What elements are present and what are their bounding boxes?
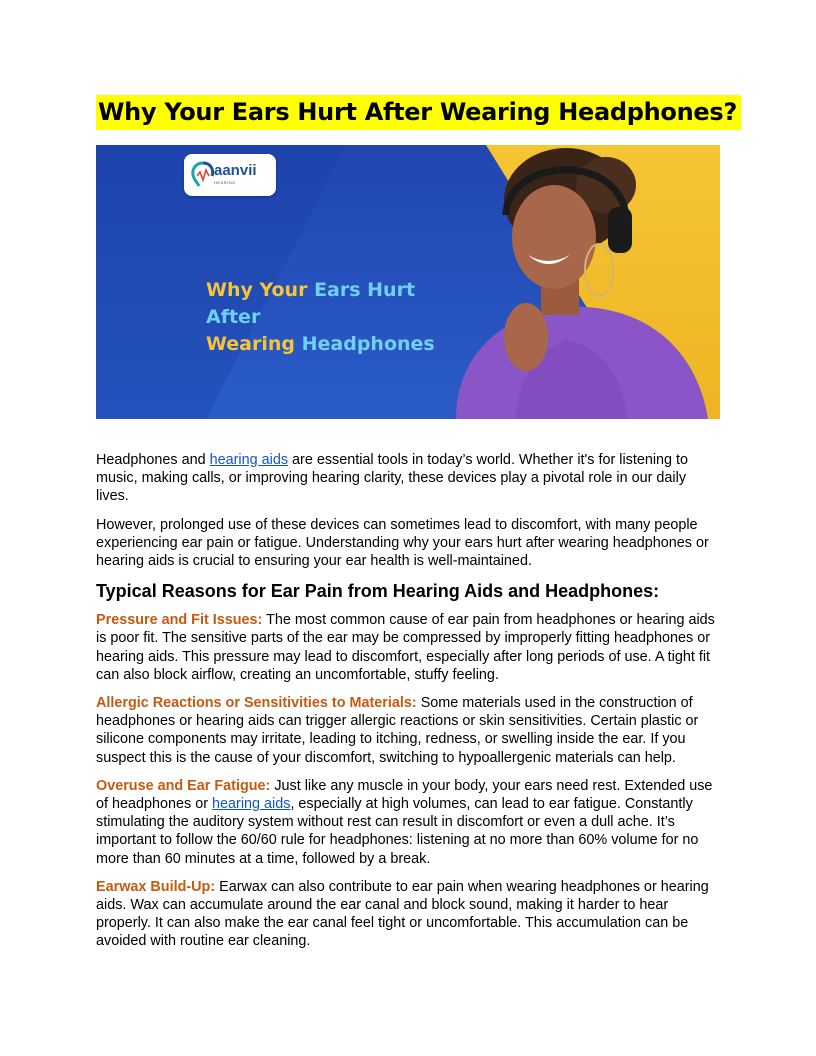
intro-paragraph-1	[96, 451, 718, 506]
banner-headline	[206, 277, 466, 358]
reason-earwax	[96, 878, 718, 951]
reason-text: Just like any muscle in your body, your ears need rest. Extended use of headphones or	[96, 777, 713, 813]
ear-logo-icon	[189, 160, 217, 190]
reason-text: , especially at high volumes, can lead to ear fatigue. Constantly stimulating the auditory system without rest can result in discomfort or even a dull ache. It’s important to follow the 60/60 rule for headphones: listening at no more than 60% volume for no more than 60 minutes at a time, followed by a break.	[96, 796, 699, 867]
article-body	[96, 451, 718, 961]
text-run: are essential tools in today’s world. Whether it's for listening to music, making calls, or improving hearing clarity, these devices play a pivotal role in our daily lives.	[96, 452, 689, 505]
section-heading: Typical Reasons for Ear Pain from Hearing Aids and Headphones:	[96, 581, 660, 602]
reason-allergic	[96, 694, 718, 767]
intro-paragraph-2: However, prolonged use of these devices can sometimes lead to discomfort, with many people experiencing ear pain or fatigue. Understanding why your ears hurt after wearing headphones or hearing aids is crucial to ensuring your ear health is well-maintained.	[96, 516, 709, 570]
hearing-aids-link[interactable]: hearing aids	[212, 796, 291, 813]
banner-headline-highlight: Ears Hurt After	[206, 279, 416, 328]
hearing-aids-link[interactable]: hearing aids	[209, 452, 289, 468]
banner-headline-part: Wearing	[206, 333, 302, 355]
reason-text: The most common cause of ear pain from headphones or hearing aids is poor fit. The sensitive parts of the ear may be compressed by improperly fitting headphones or hearing aids. This pressure may lead to discomfort, especially after long periods of use. A tight fit can also block airflow, creating an uncomfortable, stuffy feeling.	[96, 612, 715, 683]
reason-text: Some materials used in the construction of headphones or hearing aids can trigger allergic reactions or skin sensitivities. Certain plastic or silicone components may irritate, leading to itching, redness, or swelling inside the ear. If you suspect this is the cause of your discomfort, switching to hypoallergenic materials can help.	[96, 695, 699, 766]
logo-subtext: HEARING	[214, 180, 236, 185]
banner-headline-highlight: Headphones	[301, 333, 435, 355]
banner-headline-part: Why Your	[206, 279, 315, 301]
reason-title: Pressure and Fit Issues:	[96, 612, 263, 629]
reason-pressure-fit	[96, 611, 718, 684]
reason-overuse	[96, 777, 718, 868]
logo-text: aanvii	[214, 162, 257, 179]
text-run: Headphones and	[96, 452, 210, 468]
reason-text: Earwax can also contribute to ear pain when wearing headphones or hearing aids. Wax can accumulate around the ear canal and block sound, making it harder to hear properly. It can also make the ear canal feel tight or uncomfortable. This accumulation can be avoided with routine ear cleaning.	[96, 878, 709, 950]
page-title: Why Your Ears Hurt After Wearing Headphones?	[96, 95, 741, 130]
hero-banner-image	[96, 145, 720, 419]
reason-title: Earwax Build-Up:	[96, 878, 216, 895]
aanvii-logo	[184, 154, 276, 196]
reason-title: Overuse and Ear Fatigue:	[96, 777, 271, 794]
reason-title: Allergic Reactions or Sensitivities to Materials:	[96, 695, 417, 712]
